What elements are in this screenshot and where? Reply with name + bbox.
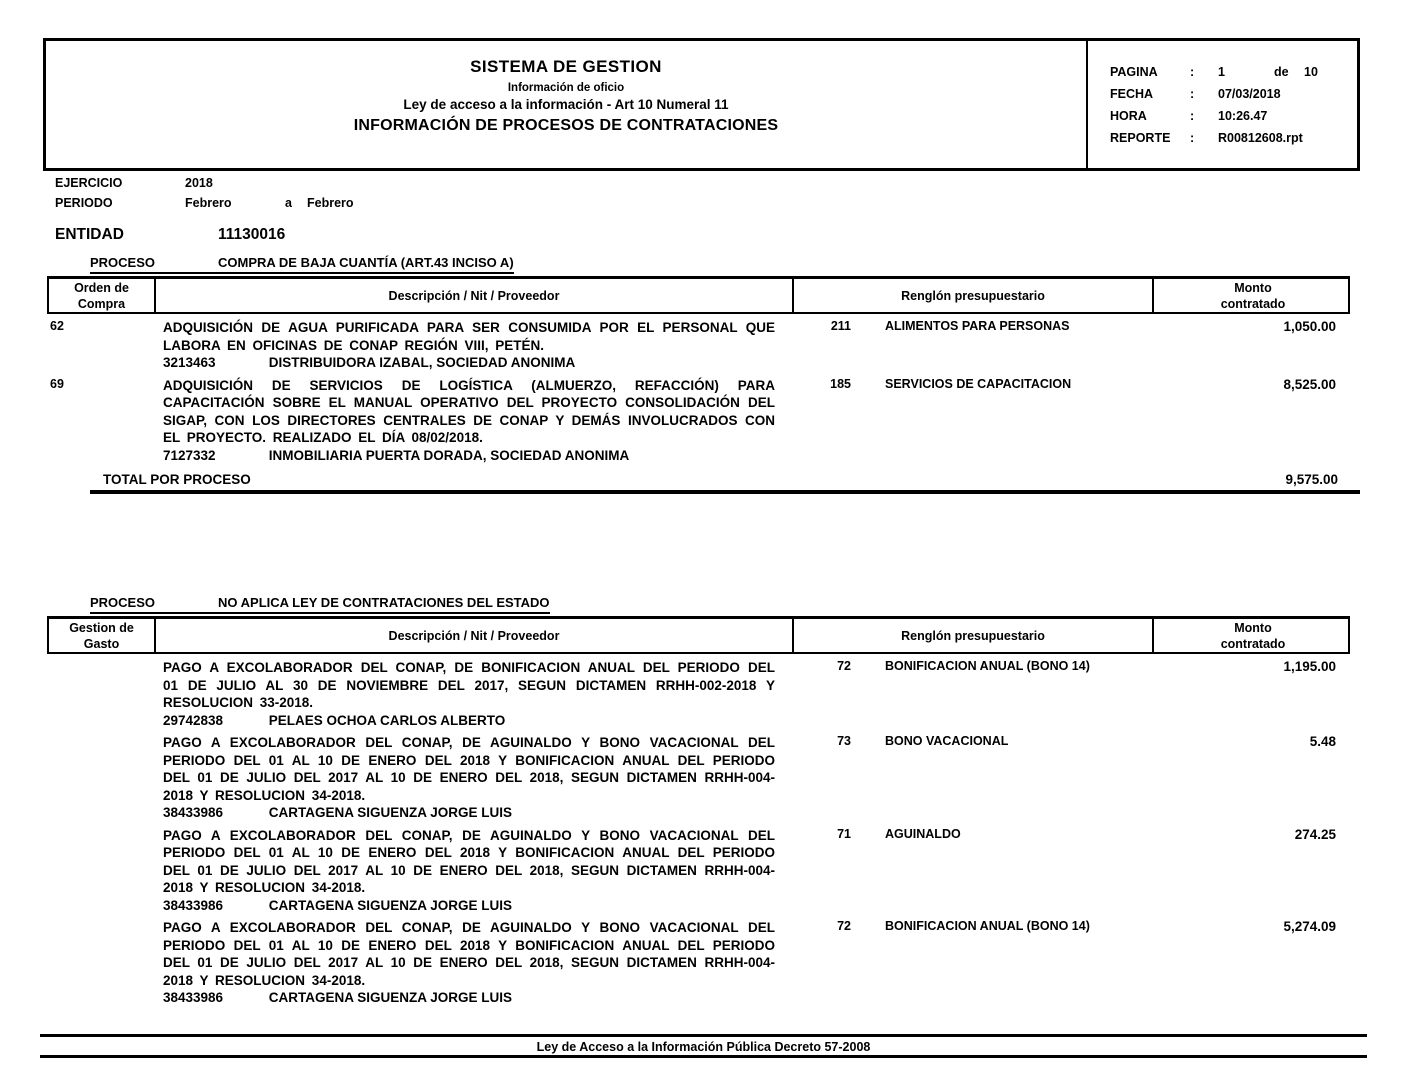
monto-contratado: 274.25: [1294, 826, 1336, 842]
descripcion-cell: [163, 734, 775, 822]
proceso-section-no-aplica: [47, 594, 1350, 1007]
nit-proveedor-line: [163, 804, 775, 822]
gestion-gasto-value: [47, 919, 163, 1007]
renglon-codigo: 72: [837, 919, 851, 933]
ejercicio-row: [55, 176, 354, 196]
nit-value: 3213463: [163, 355, 216, 370]
nit-proveedor-line: [163, 447, 775, 465]
proceso-name: COMPRA DE BAJA CUANTÍA (ART.43 INCISO A): [218, 255, 514, 270]
hora-row: [1110, 109, 1357, 131]
proceso-section-baja-cuantia: [47, 254, 1350, 464]
orden-compra-value: 62: [50, 319, 64, 333]
fecha-label: FECHA: [1110, 87, 1154, 101]
proceso-label: PROCESO: [90, 255, 156, 270]
law-reference: Ley de acceso a la información - Art 10 Numeral 11: [403, 97, 729, 112]
gestion-gasto-value: [47, 659, 163, 729]
renglon-codigo: 185: [830, 376, 851, 391]
col-orden-line1: Orden de: [74, 280, 129, 295]
orden-compra-value: 69: [50, 376, 64, 391]
table-header: [47, 616, 1350, 654]
hora-label: HORA: [1110, 109, 1147, 123]
descripcion-cell: [163, 377, 775, 465]
pagina-label: PAGINA: [1110, 65, 1158, 79]
reporte-row: [1110, 131, 1357, 153]
periodo-label: PERIODO: [55, 196, 113, 210]
gestion-gasto-value: [47, 734, 163, 822]
proveedor-name: DISTRIBUIDORA IZABAL, SOCIEDAD ANONIMA: [268, 355, 576, 370]
pagina-colon: :: [1190, 65, 1195, 79]
descripcion-cell: [163, 659, 775, 729]
reporte-label: REPORTE: [1110, 131, 1171, 145]
col-orden-line2: Compra: [77, 296, 126, 311]
entidad-code: 11130016: [218, 226, 286, 243]
hora-value: 10:26.47: [1218, 109, 1268, 123]
ejercicio-label: EJERCICIO: [55, 176, 123, 190]
monto-contratado: 5,274.09: [1283, 919, 1336, 934]
monto-contratado: 1,050.00: [1283, 319, 1336, 334]
renglon-codigo: 211: [830, 319, 851, 333]
col-renglon-label: Renglón presupuestario: [901, 628, 1045, 643]
report-meta-block: [1086, 41, 1357, 168]
report-header-box: [43, 38, 1360, 171]
renglon-nombre: SERVICIOS DE CAPACITACION: [885, 376, 1072, 391]
col-orden-compra: [49, 279, 154, 312]
col-monto: [1152, 279, 1352, 312]
descripcion-cell: [163, 319, 775, 372]
gestion-gasto-value: [47, 827, 163, 915]
proveedor-name: INMOBILIARIA PUERTA DORADA, SOCIEDAD ANONIMA: [268, 447, 630, 463]
renglon-nombre: BONIFICACION ANUAL (BONO 14): [885, 919, 1090, 933]
proveedor-name: CARTAGENA SIGUENZA JORGE LUIS: [268, 897, 513, 913]
col-descripcion-label: Descripción / Nit / Proveedor: [388, 288, 560, 303]
pagina-total: 10: [1304, 65, 1318, 79]
col-renglon: [792, 619, 1152, 652]
col-gestion-line1: Gestion de: [69, 620, 134, 635]
descripcion-cell: [163, 919, 775, 1007]
proveedor-name: CARTAGENA SIGUENZA JORGE LUIS: [268, 805, 513, 820]
info-subtitle: Información de oficio: [507, 82, 625, 94]
system-title: SISTEMA DE GESTION: [470, 57, 662, 76]
col-descripcion: [154, 279, 792, 312]
renglon-nombre: ALIMENTOS PARA PERSONAS: [885, 319, 1070, 333]
proceso-label: PROCESO: [90, 595, 156, 610]
nit-proveedor-line: [163, 989, 775, 1007]
total-value: 9,575.00: [1285, 472, 1338, 487]
footer-law-banner: [40, 1034, 1367, 1058]
col-renglon: [792, 279, 1152, 312]
descripcion-text: ADQUISICIÓN DE SERVICIOS DE LOGÍSTICA (ALMUERZO, REFACCIÓN) PARA CAPACITACIÓN SOBRE EL MANUAL OPERATIVO DEL PROYECTO CONSOLIDACIÓN DEL SIGAP, CON LOS DIRECTORES CENTRALES DE CONAP Y DEMÁS INVOLUCRADOS CON EL PROYECTO. REALIZADO EL DÍA 08/02/2018.: [163, 377, 775, 445]
col-monto-line1: Monto: [1234, 620, 1272, 635]
table-header: [47, 276, 1350, 314]
reporte-colon: :: [1190, 131, 1195, 145]
renglon-nombre: AGUINALDO: [885, 826, 961, 841]
col-descripcion-label: Descripción / Nit / Proveedor: [388, 628, 560, 643]
entidad-row: [55, 226, 285, 244]
monto-contratado: 5.48: [1309, 734, 1336, 749]
renglon-nombre: BONO VACACIONAL: [885, 734, 1009, 748]
monto-contratado: 8,525.00: [1283, 376, 1336, 392]
nit-proveedor-line: [163, 712, 775, 730]
pagina-row: [1110, 65, 1357, 87]
descripcion-text: PAGO A EXCOLABORADOR DEL CONAP, DE AGUINALDO Y BONO VACACIONAL DEL PERIODO DEL 01 AL 10 DE ENERO DEL 2018 Y BONIFICACION ANUAL DEL PERIODO DEL 01 DE JULIO DEL 2017 AL 10 DE ENERO DEL 2018, SEGUN DICTAMEN RRHH-004-2018 Y RESOLUCION 34-2018.: [163, 735, 775, 803]
nit-value: 29742838: [163, 712, 224, 728]
descripcion-cell: [163, 827, 775, 915]
entidad-label: ENTIDAD: [55, 226, 124, 243]
table-row: [47, 319, 1350, 372]
descripcion-text: ADQUISICIÓN DE AGUA PURIFICADA PARA SER CONSUMIDA POR EL PERSONAL QUE LABORA EN OFICINAS DE CONAP REGIÓN VIII, PETÉN.: [163, 320, 775, 353]
report-title-block: [46, 41, 1086, 168]
ejercicio-value: 2018: [185, 176, 213, 190]
col-monto-line2: contratado: [1220, 636, 1286, 651]
col-renglon-label: Renglón presupuestario: [901, 288, 1045, 303]
footer-law-text: Ley de Acceso a la Información Pública Decreto 57-2008: [536, 1040, 871, 1054]
col-monto-line1: Monto: [1234, 280, 1272, 295]
renglon-nombre: BONIFICACION ANUAL (BONO 14): [885, 659, 1090, 673]
proveedor-name: CARTAGENA SIGUENZA JORGE LUIS: [268, 990, 513, 1005]
table-row: [47, 919, 1350, 1007]
report-title: INFORMACIÓN DE PROCESOS DE CONTRATACIONES: [353, 117, 779, 134]
nit-proveedor-line: [163, 897, 775, 915]
col-gestion-gasto: [49, 619, 154, 652]
nit-proveedor-line: [163, 354, 775, 372]
nit-value: 7127332: [163, 447, 216, 463]
descripcion-text: PAGO A EXCOLABORADOR DEL CONAP, DE AGUINALDO Y BONO VACACIONAL DEL PERIODO DEL 01 AL 10 DE ENERO DEL 2018 Y BONIFICACION ANUAL DEL PERIODO DEL 01 DE JULIO DEL 2017 AL 10 DE ENERO DEL 2018, SEGUN DICTAMEN RRHH-004-2018 Y RESOLUCION 34-2018.: [163, 827, 775, 895]
reporte-filename: R00812608.rpt: [1218, 131, 1303, 145]
table-row: [47, 827, 1350, 915]
proceso-heading: [90, 255, 514, 274]
report-params: [55, 176, 354, 216]
total-label: TOTAL POR PROCESO: [103, 472, 251, 487]
col-descripcion: [154, 619, 792, 652]
proceso-name: NO APLICA LEY DE CONTRATACIONES DEL ESTADO: [218, 595, 550, 610]
table-row: [47, 377, 1350, 465]
nit-value: 38433986: [163, 805, 224, 820]
renglon-codigo: 71: [837, 826, 851, 841]
col-monto-line2: contratado: [1220, 296, 1286, 311]
periodo-from: Febrero: [185, 196, 232, 210]
total-por-proceso-row: [90, 472, 1360, 494]
periodo-to: Febrero: [307, 196, 354, 210]
pagina-current: 1: [1218, 65, 1225, 79]
pagina-de: de: [1274, 65, 1289, 79]
periodo-row: [55, 196, 354, 216]
fecha-colon: :: [1190, 87, 1195, 101]
renglon-codigo: 73: [837, 734, 851, 748]
fecha-value: 07/03/2018: [1218, 87, 1281, 101]
proveedor-name: PELAES OCHOA CARLOS ALBERTO: [268, 712, 506, 728]
table-row: [47, 659, 1350, 729]
nit-value: 38433986: [163, 897, 224, 913]
table-row: [47, 734, 1350, 822]
descripcion-text: PAGO A EXCOLABORADOR DEL CONAP, DE BONIFICACION ANUAL DEL PERIODO DEL 01 DE JULIO AL 30 DE NOVIEMBRE DEL 2017, SEGUN DICTAMEN RRHH-002-2018 Y RESOLUCION 33-2018.: [163, 660, 775, 710]
renglon-codigo: 72: [837, 659, 851, 673]
col-gestion-line2: Gasto: [83, 636, 120, 651]
proceso-heading: [90, 595, 550, 614]
monto-contratado: 1,195.00: [1283, 659, 1336, 674]
hora-colon: :: [1190, 109, 1195, 123]
col-monto: [1152, 619, 1352, 652]
fecha-row: [1110, 87, 1357, 109]
descripcion-text: PAGO A EXCOLABORADOR DEL CONAP, DE AGUINALDO Y BONO VACACIONAL DEL PERIODO DEL 01 AL 10 DE ENERO DEL 2018 Y BONIFICACION ANUAL DEL PERIODO DEL 01 DE JULIO DEL 2017 AL 10 DE ENERO DEL 2018, SEGUN DICTAMEN RRHH-004-2018 Y RESOLUCION 34-2018.: [163, 920, 775, 988]
nit-value: 38433986: [163, 990, 224, 1005]
periodo-conjunction: a: [285, 196, 292, 210]
